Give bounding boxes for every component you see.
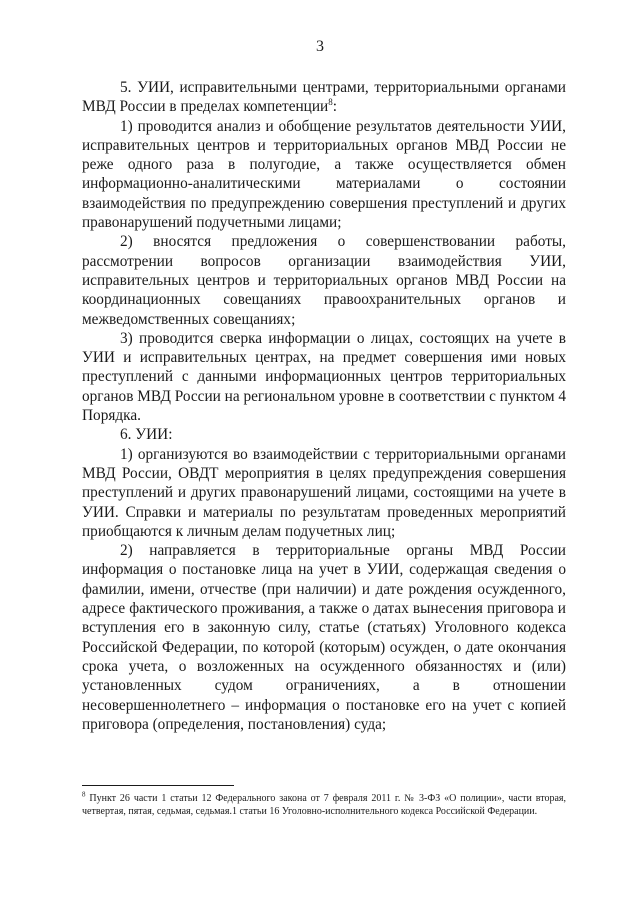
paragraph-5-heading-tail: : [332,98,337,116]
paragraph-6-item-2: 2) направляется в территориальные органы МВД России информация о постановке лица на учет в УИИ, содержащая сведения о фамилии, имени, отчестве (при наличии) и дате рождения осужденного, адресе фактического проживания, а также о датах вынесения приговора и вступления его в законную силу, статье (статьях) Уголовного кодекса Российской Федерации, по которой (которым) осужден, о дате окончания срока учета, о возложенных на осужденного обязанностях и (или) установленных судом ограничениях, а в отношении несовершеннолетнего – информация о постановке его на учет с копией приговора (определения, постановления) суда; [82,542,566,733]
paragraph-6-heading: 6. УИИ: [120,426,173,444]
page-number: 3 [316,38,324,55]
paragraph-5-item-3: 3) проводится сверка информации о лицах, состоящих на учете в УИИ и исправительных центрах, на предмет совершения ими новых преступлений с данными информационных центров территориальных органов МВД России на региональном уровне в соответствии с пунктом 4 Порядка. [82,329,566,425]
paragraph-5-heading [82,78,566,117]
footnote-reference: 8 [328,97,333,108]
footnote-separator [82,785,234,786]
paragraph-5-item-1: 1) проводится анализ и обобщение результатов деятельности УИИ, исправительных центров и территориальных органов МВД России не реже одного раза в полугодие, а также осуществляется обмен информационно-аналитическими материалами о состоянии взаимодействия по предупреждению совершения преступлений и других правонарушений подучетными лицами; [82,117,566,232]
footnote-mark: 8 [82,790,86,799]
document-body [82,78,566,734]
paragraph-5-heading-text: 5. УИИ, исправительными центрами, территориальными органами МВД России в пределах компетенции [82,79,566,116]
footnote-text: Пункт 26 части 1 статьи 12 Федерального закона от 7 февраля 2011 г. № 3-ФЗ «О полиции», части вторая, четвертая, пятая, седьмая, седьмая.1 статьи 16 Уголовно-исполнительного кодекса Российской Федерации. [82,793,566,817]
paragraph-6-item-1: 1) организуются во взаимодействии с территориальными органами МВД России, ОВДТ мероприятия в целях предупреждения совершения преступлений и других правонарушений лицами, состоящими на учете в УИИ. Справки и материалы по результатам проведенных мероприятий приобщаются к личным делам подучетных лиц; [82,445,566,540]
footnote [82,790,566,818]
paragraph-5-item-2: 2) вносятся предложения о совершенствовании работы, рассмотрении вопросов организации взаимодействия УИИ, исправительных центров и территориальных органов МВД России на координационных совещаниях правоохранительных органов и межведомственных совещаниях; [82,233,566,328]
